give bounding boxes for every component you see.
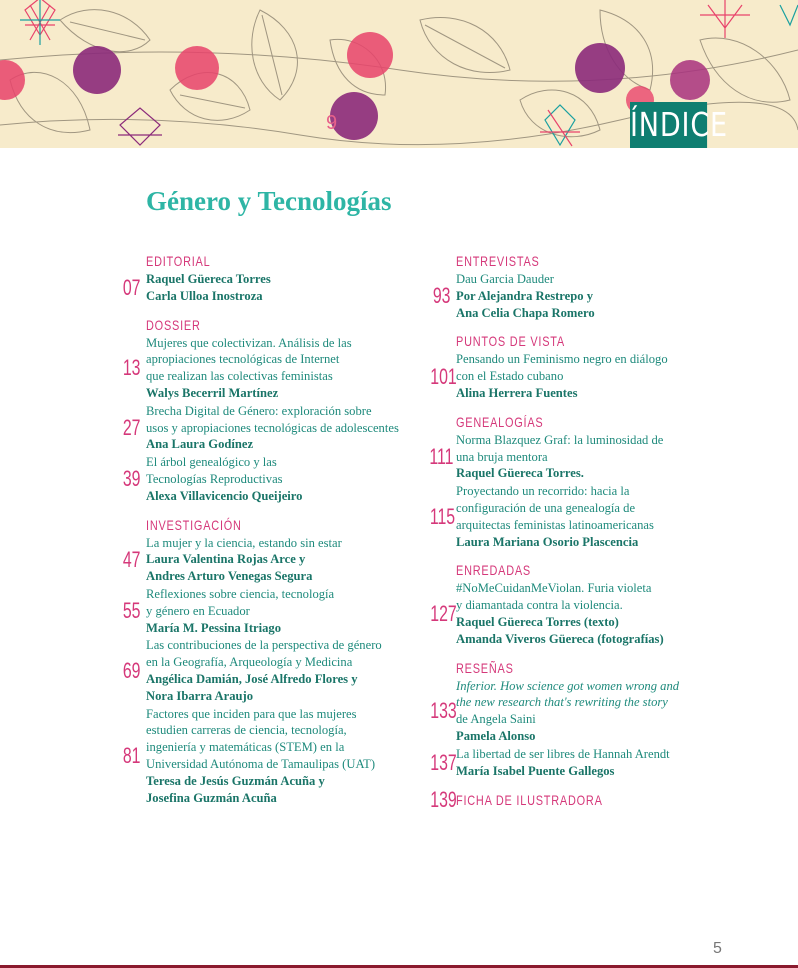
entry-title: con el Estado cubano	[456, 369, 564, 384]
entry-title: Las contribuciones de la perspectiva de género	[146, 638, 382, 653]
section-heading: INVESTIGACIÓN	[146, 516, 242, 533]
toc-left-column	[110, 253, 400, 818]
entry-title: en la Geografía, Arqueología y Medicina	[146, 655, 353, 670]
entry-title: Tecnologías Reproductivas	[146, 471, 283, 486]
entry-title: Norma Blazquez Graf: la luminosidad de	[456, 432, 664, 447]
toc-entry[interactable]	[420, 580, 720, 647]
toc-entry[interactable]	[420, 746, 720, 780]
entry-author: Ana Laura Godínez	[146, 437, 254, 452]
section-heading: EDITORIAL	[146, 253, 211, 269]
entry-author: Alina Herrera Fuentes	[456, 385, 578, 400]
entry-author: Walys Becerril Martínez	[146, 385, 279, 400]
toc-section	[110, 317, 400, 505]
entry-title: Brecha Digital de Género: exploración sobre	[146, 403, 372, 418]
entry-author: Laura Mariana Osorio Plascencia	[456, 534, 639, 549]
page-ref-number: 133	[430, 698, 457, 724]
entry-author: Angélica Damián, José Alfredo Flores y	[146, 671, 358, 686]
toc-section	[420, 333, 720, 401]
toc-right-column	[420, 253, 720, 811]
entry-author: Alexa Villavicencio Queijeiro	[146, 488, 303, 503]
entry-author: Raquel Güereca Torres.	[456, 466, 584, 481]
page-ref-number: 27	[122, 414, 140, 440]
entry-title: Factores que inciden para que las mujeres	[146, 706, 357, 721]
toc-section	[420, 562, 720, 647]
toc-entry[interactable]	[110, 637, 400, 704]
page-title: Género y Tecnologías	[146, 186, 392, 216]
entry-author: Ana Celia Chapa Romero	[456, 305, 595, 320]
entry-author: Nora Ibarra Araujo	[146, 688, 254, 703]
entry-title: Inferior. How science got women wrong and	[456, 678, 680, 693]
page-ref-number: 139	[430, 787, 457, 813]
toc-entry[interactable]	[110, 335, 400, 402]
page-ref-number: 47	[122, 546, 140, 572]
page-ref	[420, 749, 457, 775]
toc-entry[interactable]	[420, 483, 720, 550]
section-heading: GENEALOGÍAS	[456, 413, 544, 430]
header-banner	[0, 0, 798, 148]
toc-section	[110, 517, 400, 807]
toc-entry[interactable]	[420, 351, 720, 401]
entry-title: usos y apropiaciones tecnológicas de adolescentes	[146, 420, 399, 435]
entry-title: Proyectando un recorrido: hacia la	[456, 484, 630, 499]
entry-title: La libertad de ser libres de Hannah Arendt	[456, 746, 670, 761]
entry-author: Laura Valentina Rojas Arce y	[146, 552, 306, 567]
entry-author: María Isabel Puente Gallegos	[456, 763, 615, 778]
page-ref-number: 69	[122, 657, 140, 683]
toc-entry[interactable]	[110, 706, 400, 807]
toc-entry[interactable]	[420, 271, 720, 321]
page-ref	[420, 503, 456, 529]
entry-title: estudien carreras de ciencia, tecnología,	[146, 723, 347, 738]
entry-title: de Angela Saini	[456, 712, 536, 727]
page-ref	[420, 363, 457, 389]
page-ref	[110, 742, 140, 768]
entry-author: Andres Arturo Venegas Segura	[146, 569, 313, 584]
entry-title: Mujeres que colectivizan. Análisis de las	[146, 335, 352, 350]
toc-entry[interactable]	[110, 271, 400, 305]
page-ref	[420, 285, 450, 307]
entry-title: El árbol genealógico y las	[146, 455, 277, 470]
page-ref-number: 39	[122, 466, 140, 492]
entry-author: Carla Ulloa Inostroza	[146, 288, 263, 303]
toc-entry[interactable]	[420, 678, 720, 745]
entry-author: Teresa de Jesús Guzmán Acuña y	[146, 773, 325, 788]
toc-section	[420, 660, 720, 780]
entry-title: ingeniería y matemáticas (STEM) en la	[146, 740, 345, 755]
toc-entry[interactable]	[110, 586, 400, 636]
entry-author: María M. Pessina Itriago	[146, 620, 282, 635]
page-ref-number: 55	[122, 598, 140, 624]
toc-entry[interactable]	[110, 454, 400, 504]
section-heading: PUNTOS DE VISTA	[456, 333, 565, 350]
page-ref	[420, 698, 457, 724]
entry-title: Pensando un Feminismo negro en diálogo	[456, 352, 668, 367]
page-ref	[420, 443, 454, 469]
entry-title: y género en Ecuador	[146, 603, 250, 618]
entry-author: Por Alejandra Restrepo y	[456, 288, 593, 303]
toc-section	[420, 253, 720, 321]
page-ref-number: 93	[432, 283, 450, 309]
entry-author: Raquel Güereca Torres	[146, 272, 271, 286]
entry-title: Dau Garcia Dauder	[456, 272, 554, 286]
entry-title: una bruja mentora	[456, 449, 548, 464]
entry-title: Universidad Autónoma de Tamaulipas (UAT)	[146, 756, 376, 771]
index-label: ÍNDICE	[630, 102, 707, 148]
banner-page-marker: 9	[326, 112, 338, 134]
page-ref	[110, 657, 140, 683]
entry-title: configuración de una genealogía de	[456, 500, 636, 515]
page-ref-number: 115	[429, 503, 456, 529]
entry-title: La mujer y la ciencia, estando sin estar	[146, 535, 342, 550]
entry-title: que realizan las colectivas feministas	[146, 369, 333, 384]
page-ref	[110, 274, 140, 300]
section-heading: DOSSIER	[146, 316, 201, 333]
toc-entry[interactable]	[110, 535, 400, 585]
section-heading: FICHA DE ILUSTRADORA	[456, 792, 603, 809]
page-ref-number: 13	[122, 355, 140, 381]
page-ref-number: 137	[430, 749, 457, 775]
page-ref	[110, 468, 140, 490]
entry-title: Reflexiones sobre ciencia, tecnología	[146, 586, 335, 601]
toc-section	[110, 253, 400, 305]
entry-author: Pamela Alonso	[456, 728, 536, 743]
toc-entry[interactable]	[420, 432, 720, 482]
entry-title: y diamantada contra la violencia.	[456, 598, 623, 613]
page-ref	[110, 546, 140, 572]
page-ref-number: 07	[122, 274, 140, 300]
toc-entry[interactable]	[110, 403, 400, 453]
page-ref	[110, 414, 140, 440]
entry-author: Josefina Guzmán Acuña	[146, 790, 277, 805]
toc-entry-ficha[interactable]	[420, 789, 720, 811]
entry-author: Amanda Viveros Güereca (fotografías)	[456, 631, 664, 646]
page-ref-number: 127	[430, 600, 457, 626]
entry-author: Raquel Güereca Torres (texto)	[456, 614, 619, 629]
section-heading: RESEÑAS	[456, 659, 514, 676]
page-number: 5	[713, 940, 722, 957]
entry-title: the new research that's rewriting the story	[456, 695, 668, 710]
page-ref	[420, 787, 457, 813]
page-ref-number: 111	[429, 443, 454, 469]
page-ref-number: 101	[430, 363, 457, 389]
entry-title: #NoMeCuidanMeViolan. Furia violeta	[456, 581, 652, 596]
page-ref	[420, 600, 457, 626]
page-ref	[110, 357, 140, 379]
page-ref-number: 81	[122, 742, 140, 768]
page-ref	[110, 600, 140, 622]
toc-section	[420, 414, 720, 551]
section-heading: ENREDADAS	[456, 562, 531, 579]
entry-title: apropiaciones tecnológicas de Internet	[146, 352, 340, 367]
entry-title: arquitectas feministas latinoamericanas	[456, 517, 654, 532]
section-heading: ENTREVISTAS	[456, 253, 540, 269]
